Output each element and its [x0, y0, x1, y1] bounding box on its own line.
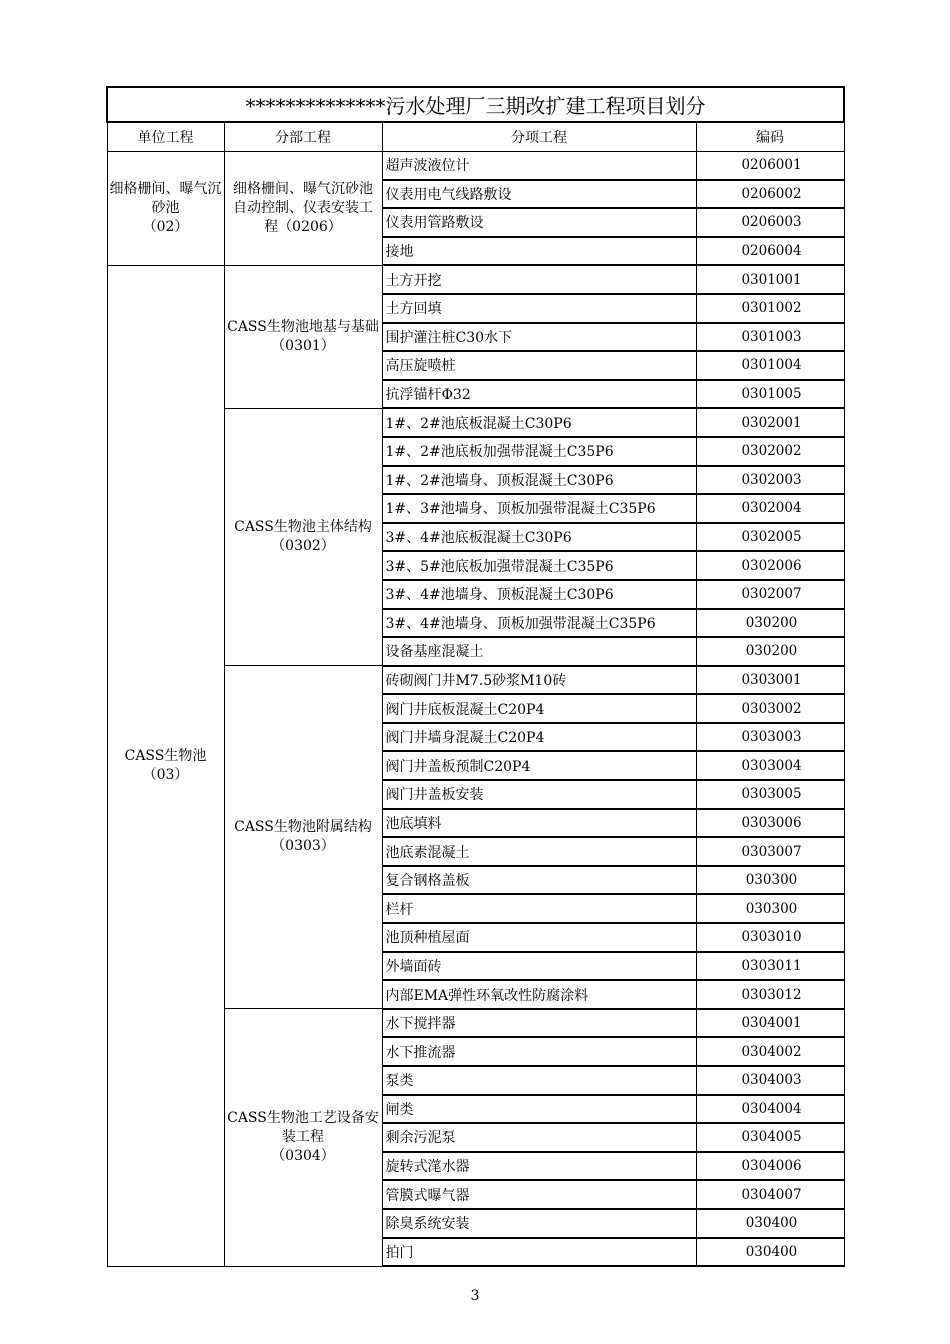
- item-name-cell: 3#、4#池墙身、顶板混凝土C30P6: [382, 580, 696, 609]
- item-code-cell: 0302002: [696, 437, 844, 466]
- item-code-cell: 0303001: [696, 666, 844, 695]
- unit-project-cell: CASS生物池 （03）: [107, 265, 224, 1266]
- item-name-cell: 1#、3#池墙身、顶板加强带混凝土C35P6: [382, 494, 696, 523]
- unit-project-cell: 细格栅间、曝气沉砂池 （02）: [107, 152, 224, 266]
- item-name-cell: 池底素混凝土: [382, 837, 696, 866]
- item-name-cell: 设备基座混凝土: [382, 637, 696, 666]
- item-code-cell: 0303011: [696, 952, 844, 981]
- item-code-cell: 0304001: [696, 1009, 844, 1038]
- item-code-cell: 0302001: [696, 408, 844, 437]
- item-code-cell: 0303007: [696, 837, 844, 866]
- division-project-cell: CASS生物池地基与基础 （0301）: [224, 265, 382, 408]
- item-name-cell: 抗浮锚杆Φ32: [382, 380, 696, 409]
- item-code-cell: 0302007: [696, 580, 844, 609]
- item-name-cell: 仪表用电气线路敷设: [382, 180, 696, 209]
- division-project-cell: CASS生物池工艺设备安装工程 （0304）: [224, 1009, 382, 1266]
- item-code-cell: 030400: [696, 1209, 844, 1238]
- item-code-cell: 0304004: [696, 1095, 844, 1124]
- item-name-cell: 剩余污泥泵: [382, 1123, 696, 1152]
- item-code-cell: 0301002: [696, 294, 844, 323]
- header-code: 编码: [696, 122, 844, 152]
- item-code-cell: 0303002: [696, 694, 844, 723]
- item-code-cell: 030200: [696, 637, 844, 666]
- item-name-cell: 仪表用管路敷设: [382, 208, 696, 237]
- item-code-cell: 0301001: [696, 265, 844, 294]
- item-name-cell: 旋转式滗水器: [382, 1152, 696, 1181]
- item-code-cell: 0304003: [696, 1066, 844, 1095]
- item-name-cell: 1#、2#池墙身、顶板混凝土C30P6: [382, 466, 696, 495]
- item-name-cell: 拍门: [382, 1238, 696, 1267]
- item-name-cell: 3#、4#池底板混凝土C30P6: [382, 523, 696, 552]
- item-code-cell: 030300: [696, 866, 844, 895]
- item-code-cell: 0206003: [696, 208, 844, 237]
- table-body: [107, 87, 844, 1266]
- item-code-cell: 0303012: [696, 980, 844, 1009]
- header-unit: 单位工程: [107, 122, 224, 152]
- item-code-cell: 0303003: [696, 723, 844, 752]
- item-code-cell: 030300: [696, 894, 844, 923]
- header-item: 分项工程: [382, 122, 696, 152]
- item-name-cell: 水下搅拌器: [382, 1009, 696, 1038]
- item-code-cell: 0302006: [696, 551, 844, 580]
- division-project-cell: 细格栅间、曝气沉砂池自动控制、仪表安装工程（0206）: [224, 152, 382, 266]
- item-name-cell: 砖砌阀门井M7.5砂浆M10砖: [382, 666, 696, 695]
- item-code-cell: 0301003: [696, 323, 844, 352]
- item-code-cell: 0303006: [696, 809, 844, 838]
- item-code-cell: 030200: [696, 609, 844, 638]
- item-code-cell: 0304006: [696, 1152, 844, 1181]
- header-division: 分部工程: [224, 122, 382, 152]
- item-name-cell: 内部EMA弹性环氧改性防腐涂料: [382, 980, 696, 1009]
- item-name-cell: 阀门井墙身混凝土C20P4: [382, 723, 696, 752]
- item-code-cell: 0304007: [696, 1180, 844, 1209]
- item-name-cell: 土方回填: [382, 294, 696, 323]
- item-name-cell: 1#、2#池底板加强带混凝土C35P6: [382, 437, 696, 466]
- item-code-cell: 0206001: [696, 152, 844, 180]
- item-name-cell: 闸类: [382, 1095, 696, 1124]
- table-title: **************污水处理厂三期改扩建工程项目划分: [107, 87, 844, 122]
- item-name-cell: 围护灌注桩C30水下: [382, 323, 696, 352]
- item-name-cell: 接地: [382, 237, 696, 266]
- item-name-cell: 水下推流器: [382, 1037, 696, 1066]
- item-name-cell: 阀门井盖板安装: [382, 780, 696, 809]
- item-code-cell: 0301005: [696, 380, 844, 409]
- division-project-cell: CASS生物池附属结构 （0303）: [224, 666, 382, 1009]
- item-code-cell: 030400: [696, 1238, 844, 1267]
- item-name-cell: 3#、4#池墙身、顶板加强带混凝土C35P6: [382, 609, 696, 638]
- item-name-cell: 阀门井盖板预制C20P4: [382, 751, 696, 780]
- item-name-cell: 土方开挖: [382, 265, 696, 294]
- division-project-cell: CASS生物池主体结构 （0302）: [224, 408, 382, 665]
- page-number: 3: [470, 1288, 480, 1304]
- item-code-cell: 0301004: [696, 351, 844, 380]
- item-name-cell: 复合钢格盖板: [382, 866, 696, 895]
- header-row: [107, 122, 844, 152]
- item-name-cell: 1#、2#池底板混凝土C30P6: [382, 408, 696, 437]
- item-name-cell: 高压旋喷桩: [382, 351, 696, 380]
- table-row: [107, 265, 844, 294]
- table-row: [107, 152, 844, 180]
- item-code-cell: 0302004: [696, 494, 844, 523]
- item-code-cell: 0302005: [696, 523, 844, 552]
- item-name-cell: 超声波液位计: [382, 152, 696, 180]
- item-code-cell: 0304002: [696, 1037, 844, 1066]
- item-name-cell: 阀门井底板混凝土C20P4: [382, 694, 696, 723]
- item-code-cell: 0302003: [696, 466, 844, 495]
- item-name-cell: 泵类: [382, 1066, 696, 1095]
- item-code-cell: 0303004: [696, 751, 844, 780]
- item-name-cell: 池顶种植屋面: [382, 923, 696, 952]
- item-code-cell: 0206002: [696, 180, 844, 209]
- item-code-cell: 0303005: [696, 780, 844, 809]
- item-name-cell: 池底填料: [382, 809, 696, 838]
- item-name-cell: 3#、5#池底板加强带混凝土C35P6: [382, 551, 696, 580]
- item-name-cell: 外墙面砖: [382, 952, 696, 981]
- item-name-cell: 管膜式曝气器: [382, 1180, 696, 1209]
- item-code-cell: 0303010: [696, 923, 844, 952]
- item-code-cell: 0206004: [696, 237, 844, 266]
- item-name-cell: 除臭系统安装: [382, 1209, 696, 1238]
- item-name-cell: 栏杆: [382, 894, 696, 923]
- item-code-cell: 0304005: [696, 1123, 844, 1152]
- project-division-table: [106, 86, 845, 1267]
